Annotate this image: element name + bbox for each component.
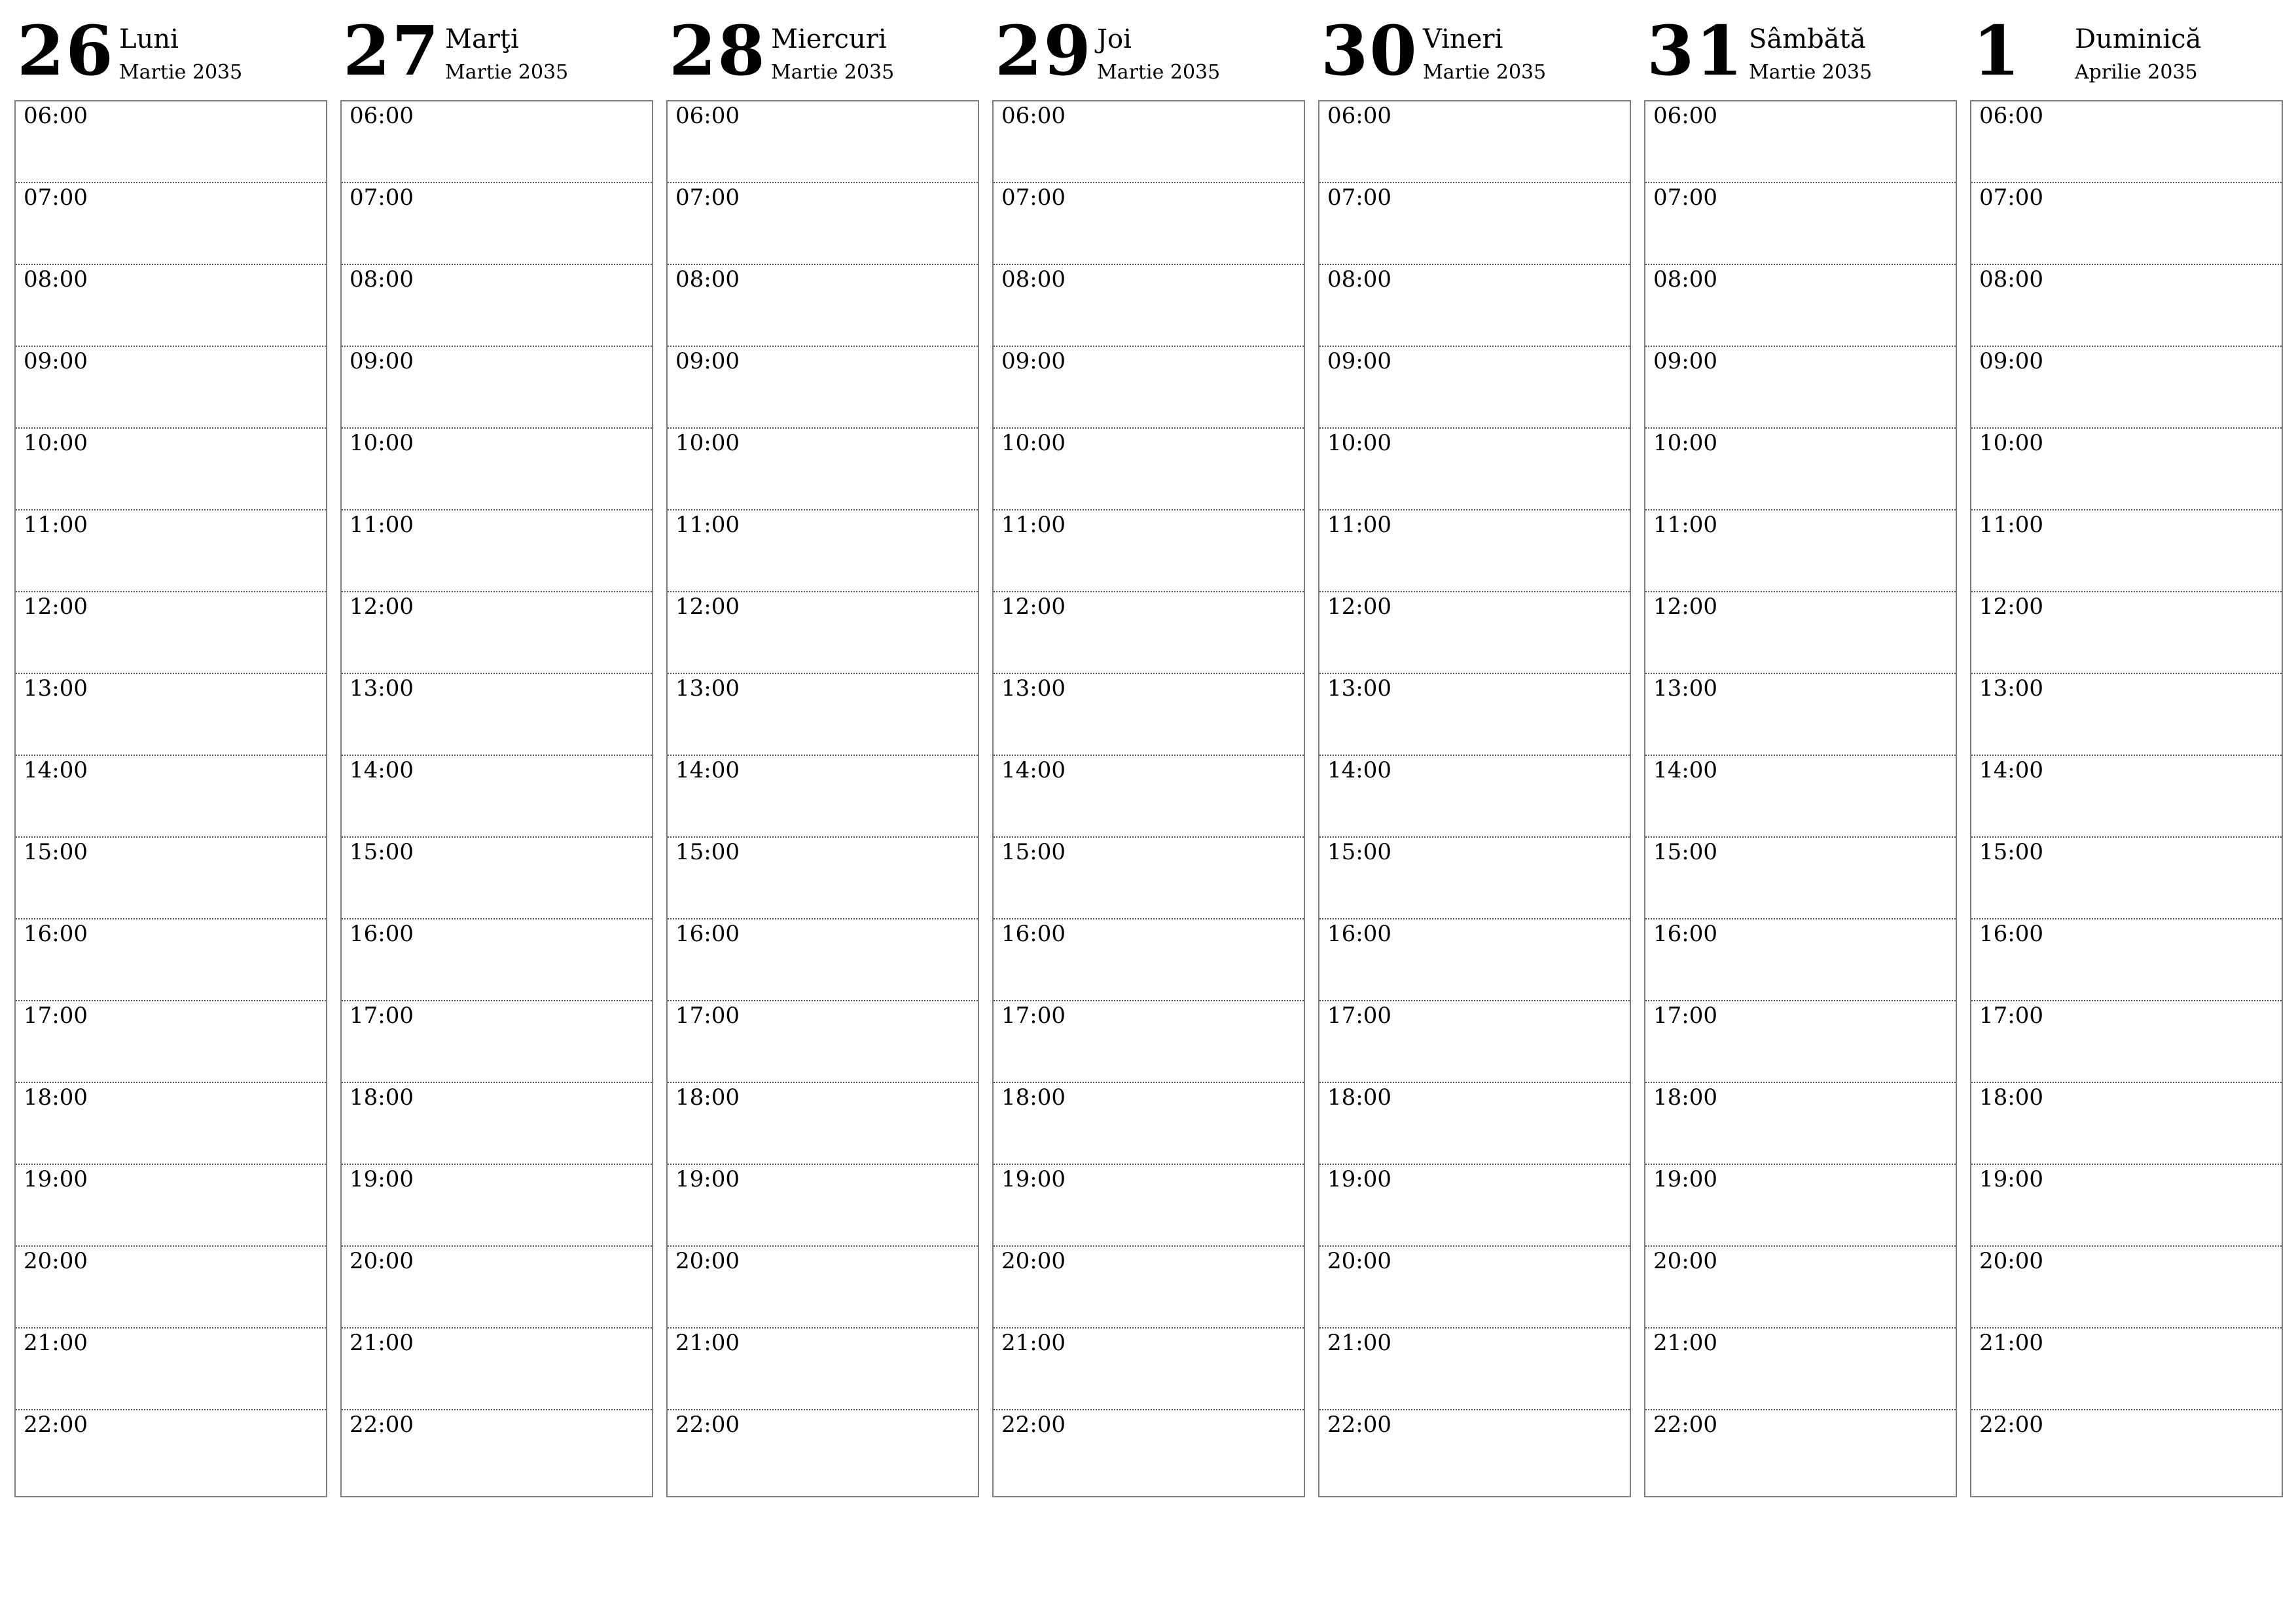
hour-label: 10:00 — [1979, 430, 2043, 456]
hour-label: 14:00 — [1001, 757, 1066, 783]
hour-label: 06:00 — [1653, 103, 1717, 129]
hour-slot[interactable] — [668, 1410, 978, 1496]
hour-label: 15:00 — [675, 839, 740, 865]
day-schedule-box — [666, 100, 979, 1497]
hour-slot[interactable] — [994, 183, 1304, 265]
hour-label: 11:00 — [1979, 512, 2043, 538]
hour-label: 12:00 — [1979, 594, 2043, 620]
hour-label: 20:00 — [1979, 1248, 2043, 1274]
hour-label: 19:00 — [350, 1166, 414, 1192]
hour-label: 17:00 — [350, 1003, 414, 1029]
hour-label: 07:00 — [1979, 185, 2043, 211]
day-name: Marţi — [445, 24, 519, 54]
hour-slot[interactable] — [994, 1329, 1304, 1410]
hour-slot[interactable] — [1645, 756, 1956, 838]
hour-label: 21:00 — [1327, 1330, 1391, 1356]
hour-label: 11:00 — [1001, 512, 1066, 538]
hour-slot[interactable] — [1971, 1083, 2282, 1165]
hour-slot[interactable] — [342, 592, 652, 674]
hour-label: 06:00 — [1001, 103, 1066, 129]
hour-label: 08:00 — [1653, 266, 1717, 293]
hour-label: 13:00 — [1327, 675, 1391, 702]
hour-slot[interactable] — [994, 592, 1304, 674]
day-schedule-box — [14, 100, 327, 1497]
hour-slot[interactable] — [1971, 1410, 2282, 1496]
hour-label: 22:00 — [350, 1412, 414, 1438]
hour-label: 06:00 — [1979, 103, 2043, 129]
hour-slot[interactable] — [1645, 592, 1956, 674]
hour-slot[interactable] — [1319, 1165, 1630, 1247]
hour-label: 11:00 — [24, 512, 88, 538]
hour-slot[interactable] — [1319, 429, 1630, 510]
hour-slot[interactable] — [994, 1165, 1304, 1247]
hour-label: 06:00 — [675, 103, 740, 129]
hour-slot[interactable] — [1645, 1165, 1956, 1247]
hour-slot[interactable] — [668, 265, 978, 347]
hour-slot[interactable] — [1319, 592, 1630, 674]
hour-slot[interactable] — [994, 1247, 1304, 1329]
hour-slot[interactable] — [16, 1329, 326, 1410]
day-column-sunday — [1970, 10, 2283, 1497]
hour-label: 20:00 — [1327, 1248, 1391, 1274]
day-number: 28 — [669, 10, 766, 91]
hour-label: 08:00 — [1327, 266, 1391, 293]
hour-slot[interactable] — [16, 756, 326, 838]
hour-slot[interactable] — [1971, 510, 2282, 592]
hour-label: 12:00 — [24, 594, 88, 620]
hour-label: 11:00 — [350, 512, 414, 538]
hour-slots — [16, 101, 326, 1496]
hour-label: 13:00 — [350, 675, 414, 702]
hour-label: 12:00 — [1327, 594, 1391, 620]
hour-label: 19:00 — [675, 1166, 740, 1192]
hour-slot[interactable] — [16, 674, 326, 756]
hour-slot[interactable] — [668, 101, 978, 183]
day-header — [1318, 10, 1631, 99]
hour-label: 12:00 — [1001, 594, 1066, 620]
hour-label: 13:00 — [1979, 675, 2043, 702]
hour-slot[interactable] — [342, 1329, 652, 1410]
hour-label: 06:00 — [24, 103, 88, 129]
hour-slot[interactable] — [1319, 510, 1630, 592]
day-header — [1644, 10, 1957, 99]
hour-label: 15:00 — [1979, 839, 2043, 865]
day-number: 29 — [995, 10, 1092, 91]
day-column-wednesday — [666, 10, 979, 1497]
hour-label: 14:00 — [1327, 757, 1391, 783]
hour-label: 15:00 — [24, 839, 88, 865]
hour-label: 08:00 — [1001, 266, 1066, 293]
hour-label: 14:00 — [24, 757, 88, 783]
hour-slot[interactable] — [994, 429, 1304, 510]
hour-slot[interactable] — [342, 1247, 652, 1329]
day-column-thursday — [992, 10, 1305, 1497]
hour-label: 10:00 — [675, 430, 740, 456]
hour-slot[interactable] — [342, 183, 652, 265]
hour-slot[interactable] — [16, 101, 326, 183]
day-name: Duminică — [2075, 24, 2202, 54]
day-name: Luni — [119, 24, 179, 54]
hour-slot[interactable] — [1319, 919, 1630, 1001]
hour-label: 08:00 — [24, 266, 88, 293]
hour-label: 06:00 — [350, 103, 414, 129]
hour-label: 08:00 — [675, 266, 740, 293]
hour-slots — [668, 101, 978, 1496]
hour-label: 16:00 — [675, 921, 740, 947]
hour-label: 11:00 — [1653, 512, 1717, 538]
hour-slot[interactable] — [994, 919, 1304, 1001]
hour-label: 18:00 — [350, 1084, 414, 1111]
hour-slot[interactable] — [994, 674, 1304, 756]
hour-label: 18:00 — [24, 1084, 88, 1111]
hour-slot[interactable] — [1319, 1410, 1630, 1496]
day-name: Joi — [1097, 24, 1132, 54]
hour-slot[interactable] — [342, 919, 652, 1001]
hour-label: 13:00 — [1001, 675, 1066, 702]
hour-label: 10:00 — [1653, 430, 1717, 456]
hour-slot[interactable] — [994, 838, 1304, 919]
hour-slot[interactable] — [342, 756, 652, 838]
hour-slot[interactable] — [1971, 674, 2282, 756]
hour-label: 19:00 — [1979, 1166, 2043, 1192]
hour-label: 07:00 — [1001, 185, 1066, 211]
hour-label: 22:00 — [1653, 1412, 1717, 1438]
hour-slot[interactable] — [994, 1001, 1304, 1083]
hour-slot[interactable] — [994, 1083, 1304, 1165]
hour-label: 10:00 — [350, 430, 414, 456]
hour-label: 13:00 — [24, 675, 88, 702]
hour-label: 20:00 — [350, 1248, 414, 1274]
day-header — [666, 10, 979, 99]
hour-slot[interactable] — [1971, 756, 2282, 838]
hour-slot[interactable] — [994, 347, 1304, 429]
hour-label: 14:00 — [350, 757, 414, 783]
hour-label: 09:00 — [24, 348, 88, 374]
hour-slot[interactable] — [1319, 756, 1630, 838]
hour-slot[interactable] — [16, 1247, 326, 1329]
hour-slot[interactable] — [668, 838, 978, 919]
hour-label: 13:00 — [1653, 675, 1717, 702]
hour-slot[interactable] — [1971, 265, 2282, 347]
hour-slot[interactable] — [16, 347, 326, 429]
hour-slot[interactable] — [1645, 674, 1956, 756]
hour-label: 19:00 — [1653, 1166, 1717, 1192]
hour-slot[interactable] — [1971, 1329, 2282, 1410]
hour-label: 09:00 — [1653, 348, 1717, 374]
hour-slot[interactable] — [1971, 183, 2282, 265]
hour-label: 21:00 — [1979, 1330, 2043, 1356]
day-number: 1 — [1973, 10, 2022, 91]
hour-label: 10:00 — [24, 430, 88, 456]
day-header — [1970, 10, 2283, 99]
hour-slot[interactable] — [994, 1410, 1304, 1496]
hour-label: 13:00 — [675, 675, 740, 702]
hour-slot[interactable] — [1319, 1329, 1630, 1410]
day-schedule-box — [992, 100, 1305, 1497]
hour-label: 16:00 — [24, 921, 88, 947]
hour-label: 16:00 — [1327, 921, 1391, 947]
hour-label: 12:00 — [1653, 594, 1717, 620]
hour-label: 17:00 — [1001, 1003, 1066, 1029]
day-month: Martie 2035 — [771, 61, 895, 84]
hour-slots — [994, 101, 1304, 1496]
day-column-tuesday — [340, 10, 653, 1497]
hour-slot[interactable] — [342, 429, 652, 510]
hour-label: 17:00 — [1327, 1003, 1391, 1029]
hour-slot[interactable] — [994, 756, 1304, 838]
hour-label: 14:00 — [1653, 757, 1717, 783]
hour-label: 16:00 — [1001, 921, 1066, 947]
day-header — [14, 10, 327, 99]
hour-slot[interactable] — [668, 1247, 978, 1329]
hour-label: 20:00 — [1001, 1248, 1066, 1274]
hour-label: 15:00 — [350, 839, 414, 865]
hour-label: 07:00 — [350, 185, 414, 211]
hour-label: 17:00 — [1979, 1003, 2043, 1029]
hour-label: 18:00 — [1653, 1084, 1717, 1111]
hour-slot[interactable] — [994, 101, 1304, 183]
hour-label: 08:00 — [350, 266, 414, 293]
hour-label: 21:00 — [24, 1330, 88, 1356]
hour-slot[interactable] — [16, 183, 326, 265]
hour-slot[interactable] — [342, 674, 652, 756]
day-number: 31 — [1647, 10, 1744, 91]
hour-slot[interactable] — [1645, 1083, 1956, 1165]
hour-label: 07:00 — [675, 185, 740, 211]
hour-label: 15:00 — [1653, 839, 1717, 865]
hour-label: 21:00 — [1001, 1330, 1066, 1356]
hour-slot[interactable] — [1645, 429, 1956, 510]
hour-slot[interactable] — [1319, 101, 1630, 183]
hour-slot[interactable] — [1971, 1001, 2282, 1083]
hour-slot[interactable] — [1645, 101, 1956, 183]
day-header — [992, 10, 1305, 99]
hour-slot[interactable] — [1971, 1165, 2282, 1247]
hour-slot[interactable] — [1971, 592, 2282, 674]
hour-slot[interactable] — [1971, 101, 2282, 183]
hour-label: 21:00 — [675, 1330, 740, 1356]
hour-slot[interactable] — [342, 1001, 652, 1083]
hour-slot[interactable] — [1319, 265, 1630, 347]
hour-label: 09:00 — [350, 348, 414, 374]
day-schedule-box — [1644, 100, 1957, 1497]
hour-slot[interactable] — [668, 592, 978, 674]
hour-slots — [342, 101, 652, 1496]
hour-slot[interactable] — [668, 674, 978, 756]
hour-slot[interactable] — [1319, 838, 1630, 919]
hour-slot[interactable] — [668, 756, 978, 838]
hour-label: 15:00 — [1001, 839, 1066, 865]
hour-slot[interactable] — [342, 1165, 652, 1247]
hour-slot[interactable] — [1971, 429, 2282, 510]
hour-label: 16:00 — [1979, 921, 2043, 947]
hour-label: 18:00 — [1979, 1084, 2043, 1111]
hour-slot[interactable] — [994, 265, 1304, 347]
hour-label: 18:00 — [1001, 1084, 1066, 1111]
hour-slot[interactable] — [16, 838, 326, 919]
hour-slot[interactable] — [16, 510, 326, 592]
hour-label: 09:00 — [1327, 348, 1391, 374]
hour-slot[interactable] — [1645, 1329, 1956, 1410]
hour-slot[interactable] — [16, 429, 326, 510]
hour-slot[interactable] — [1971, 838, 2282, 919]
hour-slot[interactable] — [668, 429, 978, 510]
hour-label: 22:00 — [24, 1412, 88, 1438]
day-header — [340, 10, 653, 99]
hour-slot[interactable] — [1645, 183, 1956, 265]
hour-label: 16:00 — [350, 921, 414, 947]
hour-slots — [1645, 101, 1956, 1496]
hour-slot[interactable] — [1319, 1083, 1630, 1165]
hour-slot[interactable] — [1645, 347, 1956, 429]
hour-label: 22:00 — [1327, 1412, 1391, 1438]
hour-label: 20:00 — [1653, 1248, 1717, 1274]
hour-slot[interactable] — [1971, 919, 2282, 1001]
day-month: Martie 2035 — [445, 61, 569, 84]
day-schedule-box — [1318, 100, 1631, 1497]
hour-slot[interactable] — [16, 1083, 326, 1165]
hour-label: 06:00 — [1327, 103, 1391, 129]
day-month: Martie 2035 — [1097, 61, 1221, 84]
hour-label: 22:00 — [675, 1412, 740, 1438]
hour-label: 09:00 — [675, 348, 740, 374]
day-month: Martie 2035 — [119, 61, 243, 84]
day-name: Vineri — [1423, 24, 1503, 54]
day-month: Martie 2035 — [1423, 61, 1547, 84]
hour-slot[interactable] — [668, 1083, 978, 1165]
hour-slot[interactable] — [1319, 1247, 1630, 1329]
hour-label: 21:00 — [350, 1330, 414, 1356]
hour-slot[interactable] — [342, 265, 652, 347]
hour-label: 15:00 — [1327, 839, 1391, 865]
hour-label: 10:00 — [1327, 430, 1391, 456]
day-schedule-box — [340, 100, 653, 1497]
hour-label: 17:00 — [1653, 1003, 1717, 1029]
hour-label: 11:00 — [675, 512, 740, 538]
day-column-monday — [14, 10, 327, 1497]
hour-slot[interactable] — [668, 1165, 978, 1247]
hour-slot[interactable] — [994, 510, 1304, 592]
hour-slot[interactable] — [342, 1410, 652, 1496]
hour-slot[interactable] — [16, 1410, 326, 1496]
hour-label: 07:00 — [24, 185, 88, 211]
hour-label: 17:00 — [675, 1003, 740, 1029]
weekly-planner — [14, 10, 2282, 1497]
hour-slot[interactable] — [1645, 919, 1956, 1001]
hour-slot[interactable] — [1319, 674, 1630, 756]
day-number: 30 — [1321, 10, 1418, 91]
hour-slot[interactable] — [342, 510, 652, 592]
hour-label: 22:00 — [1001, 1412, 1066, 1438]
hour-slot[interactable] — [1971, 347, 2282, 429]
day-column-friday — [1318, 10, 1631, 1497]
hour-slot[interactable] — [1645, 265, 1956, 347]
hour-label: 17:00 — [24, 1003, 88, 1029]
hour-slot[interactable] — [668, 1001, 978, 1083]
hour-label: 07:00 — [1327, 185, 1391, 211]
hour-label: 12:00 — [350, 594, 414, 620]
hour-label: 07:00 — [1653, 185, 1717, 211]
day-number: 27 — [343, 10, 440, 91]
hour-label: 09:00 — [1979, 348, 2043, 374]
hour-slot[interactable] — [1319, 347, 1630, 429]
hour-slots — [1319, 101, 1630, 1496]
hour-slot[interactable] — [16, 592, 326, 674]
hour-slot[interactable] — [342, 838, 652, 919]
hour-label: 08:00 — [1979, 266, 2043, 293]
hour-slot[interactable] — [668, 510, 978, 592]
hour-slot[interactable] — [668, 1329, 978, 1410]
hour-slots — [1971, 101, 2282, 1496]
hour-slot[interactable] — [1645, 510, 1956, 592]
hour-label: 16:00 — [1653, 921, 1717, 947]
hour-label: 19:00 — [1327, 1166, 1391, 1192]
hour-label: 14:00 — [675, 757, 740, 783]
hour-label: 22:00 — [1979, 1412, 2043, 1438]
day-month: Aprilie 2035 — [2075, 61, 2198, 84]
hour-label: 09:00 — [1001, 348, 1066, 374]
hour-label: 18:00 — [675, 1084, 740, 1111]
hour-slot[interactable] — [16, 919, 326, 1001]
hour-slot[interactable] — [1645, 1247, 1956, 1329]
hour-slot[interactable] — [16, 1001, 326, 1083]
hour-slot[interactable] — [342, 347, 652, 429]
hour-label: 19:00 — [24, 1166, 88, 1192]
hour-slot[interactable] — [16, 1165, 326, 1247]
day-number: 26 — [17, 10, 115, 91]
hour-slot[interactable] — [1319, 183, 1630, 265]
hour-label: 19:00 — [1001, 1166, 1066, 1192]
hour-label: 11:00 — [1327, 512, 1391, 538]
hour-label: 21:00 — [1653, 1330, 1717, 1356]
hour-slot[interactable] — [1645, 1410, 1956, 1496]
hour-label: 20:00 — [24, 1248, 88, 1274]
hour-label: 10:00 — [1001, 430, 1066, 456]
hour-slot[interactable] — [1971, 1247, 2282, 1329]
hour-slot[interactable] — [1645, 1001, 1956, 1083]
hour-slot[interactable] — [342, 1083, 652, 1165]
hour-slot[interactable] — [342, 101, 652, 183]
day-name: Miercuri — [771, 24, 887, 54]
hour-slot[interactable] — [668, 347, 978, 429]
hour-slot[interactable] — [1319, 1001, 1630, 1083]
hour-label: 18:00 — [1327, 1084, 1391, 1111]
hour-slot[interactable] — [1645, 838, 1956, 919]
day-name: Sâmbătă — [1749, 24, 1866, 54]
hour-slot[interactable] — [668, 919, 978, 1001]
hour-slot[interactable] — [16, 265, 326, 347]
hour-label: 20:00 — [675, 1248, 740, 1274]
day-schedule-box — [1970, 100, 2283, 1497]
day-column-saturday — [1644, 10, 1957, 1497]
day-month: Martie 2035 — [1749, 61, 1873, 84]
hour-slot[interactable] — [668, 183, 978, 265]
hour-label: 12:00 — [675, 594, 740, 620]
hour-label: 14:00 — [1979, 757, 2043, 783]
